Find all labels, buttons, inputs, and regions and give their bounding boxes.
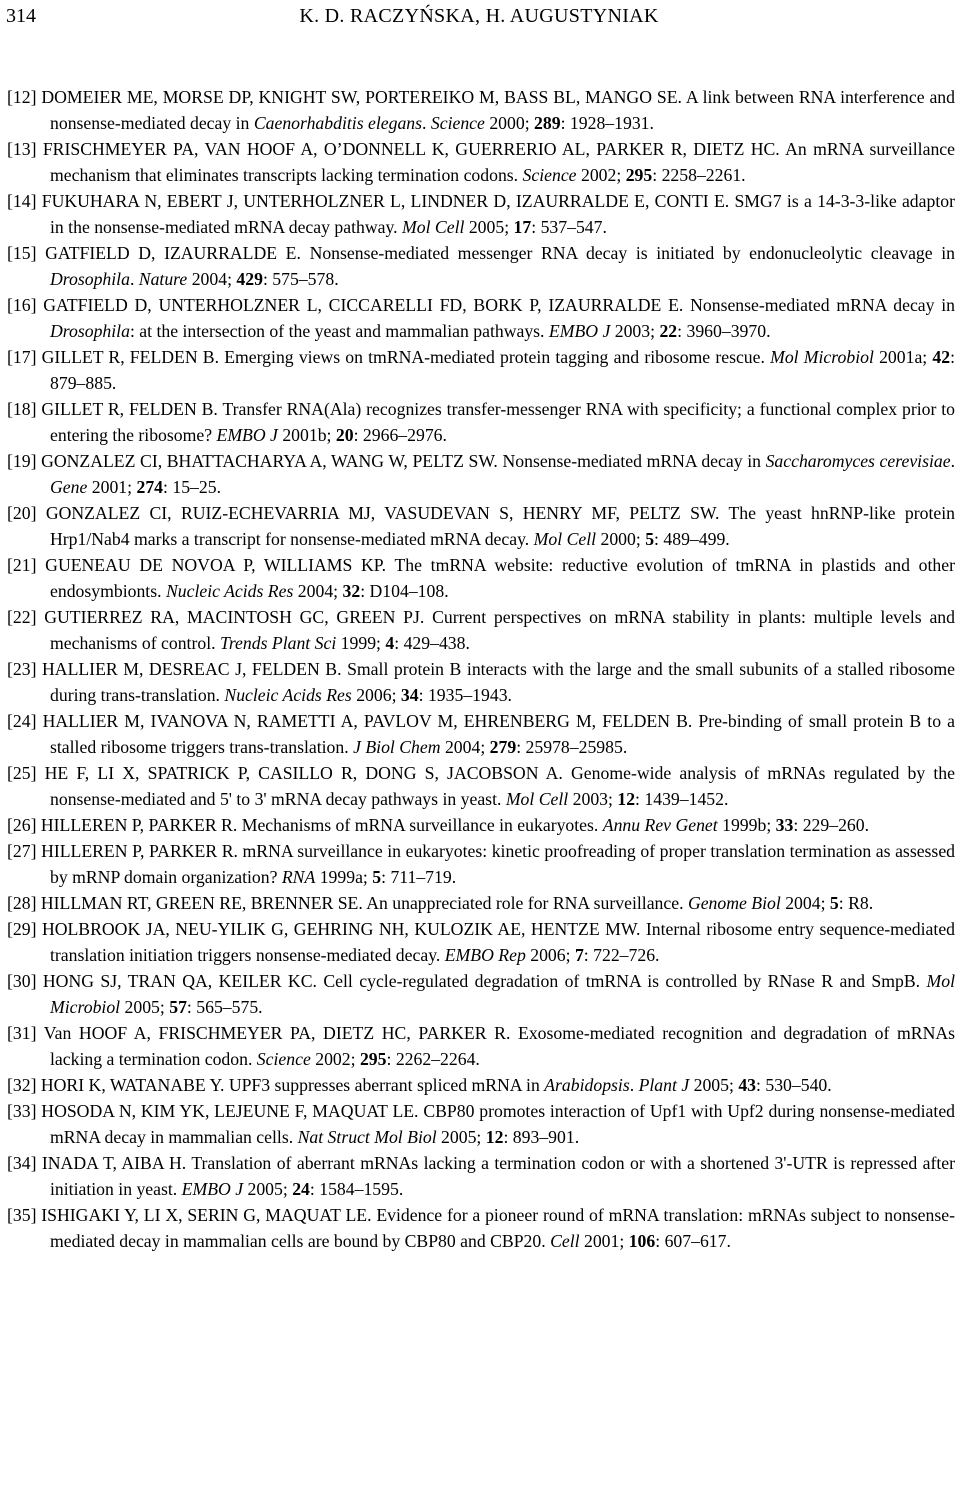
reference-authors: GUTIERREZ RA, MACINTOSH GC, GREEN PJ. <box>44 607 425 627</box>
reference-entry: [14] FUKUHARA N, EBERT J, UNTERHOLZNER L, LINDNER D, IZAURRALDE E, CONTI E. SMG7 is a 14-3-3-like adaptor in the nonsense-mediated mRNA decay pathway. Mol Cell 2005; 17: 537–547. <box>7 191 955 237</box>
reference-title: Current perspectives on mRNA stability in plants: multiple levels and mechanisms of control. <box>50 607 955 653</box>
reference-authors: GILLET R, FELDEN B. <box>41 347 220 367</box>
reference-year: 2004; <box>785 893 826 913</box>
reference-title-italic: Drosophila <box>50 269 130 289</box>
reference-title: A link between RNA interference and nonsense-mediated decay in <box>50 87 955 133</box>
running-head: K. D. RACZYŃSKA, H. AUGUSTYNIAK <box>299 5 659 27</box>
reference-authors: GONZALEZ CI, BHATTACHARYA A, WANG W, PELTZ SW. <box>41 451 498 471</box>
reference-journal: Trends Plant Sci <box>219 633 337 653</box>
reference-pages: 229–260. <box>802 815 870 835</box>
reference-volume: 24 <box>292 1179 310 1199</box>
reference-number: [30] <box>7 971 37 991</box>
reference-authors: INADA T, AIBA H. <box>41 1153 187 1173</box>
reference-journal: Mol Cell <box>505 789 569 809</box>
reference-entry: [26] HILLEREN P, PARKER R. Mechanisms of mRNA surveillance in eukaryotes. Annu Rev Genet 1999b; 33: 229–260. <box>7 815 870 835</box>
reference-title: Nonsense-mediated messenger RNA decay is initiated by endonucleolytic cleavage in <box>309 243 956 263</box>
reference-year: 2006; <box>356 685 397 705</box>
reference-journal: Mol Cell <box>402 217 465 237</box>
reference-authors: FRISCHMEYER PA, VAN HOOF A, O’DONNELL K, GUERRERIO AL, PARKER R, DIETZ HC. <box>42 139 780 159</box>
reference-authors: HILLMAN RT, GREEN RE, BRENNER SE. <box>40 893 363 913</box>
reference-pages: 429–438. <box>403 633 470 653</box>
reference-number: [20] <box>7 503 37 523</box>
reference-year: 2005; <box>441 1127 482 1147</box>
reference-year: 2000; <box>489 113 530 133</box>
reference-title: An unappreciated role for RNA surveillance. <box>366 893 684 913</box>
reference-year: 2004; <box>297 581 339 601</box>
reference-pages: 1584–1595. <box>319 1179 404 1199</box>
reference-year: 2005; <box>468 217 510 237</box>
reference-number: [13] <box>7 139 37 159</box>
reference-authors: HOSODA N, KIM YK, LEJEUNE F, MAQUAT LE. <box>41 1101 419 1121</box>
reference-title-end: . <box>950 451 956 471</box>
reference-authors: GONZALEZ CI, RUIZ-ECHEVARRIA MJ, VASUDEVAN S, HENRY MF, PELTZ SW. <box>45 503 720 523</box>
reference-volume: 12 <box>485 1127 504 1147</box>
reference-year: 2001; <box>91 477 133 497</box>
reference-authors: HALLIER M, IVANOVA N, RAMETTI A, PAVLOV M, EHRENBERG M, FELDEN B. <box>42 711 693 731</box>
reference-pages: 489–499. <box>663 529 730 549</box>
reference-title: The yeast hnRNP-like protein Hrp1/Nab4 marks a transcript for nonsense-mediated mRNA decay. <box>50 503 955 549</box>
reference-entry: [34] INADA T, AIBA H. Translation of aberrant mRNAs lacking a termination codon or with a shortened 3'-UTR is repressed after initiation in yeast. EMBO J 2005; 24: 1584–1595. <box>7 1153 955 1199</box>
reference-pages: 15–25. <box>172 477 221 497</box>
reference-volume: 42 <box>932 347 951 367</box>
reference-entry: [35] ISHIGAKI Y, LI X, SERIN G, MAQUAT LE. Evidence for a pioneer round of mRNA translation: mRNAs subject to nonsense-mediated decay in mammalian cells are bound by CBP80 and CBP20. Cell 2001; 106: 607–617. <box>7 1205 956 1251</box>
reference-entry: [16] GATFIELD D, UNTERHOLZNER L, CICCARELLI FD, BORK P, IZAURRALDE E. Nonsense-mediated mRNA decay in Drosophila: at the intersection of the yeast and mammalian pathways. EMBO J 2003; 22: 3960–3970. <box>7 295 956 341</box>
reference-number: [29] <box>7 919 37 939</box>
reference-number: [22] <box>7 607 37 627</box>
reference-year: 2004; <box>444 737 486 757</box>
reference-pages: 3960–3970. <box>686 321 771 341</box>
reference-title: Pre-binding of small protein B to a stalled ribosome triggers trans-translation. <box>50 711 956 757</box>
reference-year: 2001b; <box>282 425 332 445</box>
reference-pages: 722–726. <box>593 945 660 965</box>
reference-volume: 429 <box>236 269 263 289</box>
reference-entry: [22] GUTIERREZ RA, MACINTOSH GC, GREEN PJ. Current perspectives on mRNA stability in plants: multiple levels and mechanisms of control. Trends Plant Sci 1999; 4: 429–438. <box>7 607 955 653</box>
reference-journal: Annu Rev Genet <box>602 815 718 835</box>
reference-volume: 32 <box>342 581 361 601</box>
reference-title-italic: Arabidopsis <box>544 1075 630 1095</box>
reference-year: 2002; <box>315 1049 356 1069</box>
reference-journal: EMBO J <box>216 425 278 445</box>
reference-title: The tmRNA website: reductive evolution of tmRNA in plastids and other endosymbionts. <box>50 555 955 601</box>
reference-entry: [20] GONZALEZ CI, RUIZ-ECHEVARRIA MJ, VASUDEVAN S, HENRY MF, PELTZ SW. The yeast hnRNP-like protein Hrp1/Nab4 marks a transcript for nonsense-mediated mRNA decay. Mol Cell 2000; 5: 489–499. <box>7 503 955 549</box>
page-number: 314 <box>6 5 36 27</box>
reference-entry: [15] GATFIELD D, IZAURRALDE E. Nonsense-mediated messenger RNA decay is initiated by endonucleolytic cleavage in Drosophila. Nature 2004; 429: 575–578. <box>7 243 956 289</box>
reference-number: [17] <box>7 347 37 367</box>
reference-volume: 17 <box>513 217 532 237</box>
reference-title-end: . <box>129 269 135 289</box>
reference-journal: Genome Biol <box>687 893 781 913</box>
reference-volume: 20 <box>335 425 354 445</box>
reference-number: [15] <box>7 243 37 263</box>
reference-journal: Cell <box>550 1231 580 1251</box>
reference-journal: Nat Struct Mol Biol <box>297 1127 437 1147</box>
reference-journal: Science <box>430 113 485 133</box>
reference-year: 2002; <box>580 165 622 185</box>
reference-title: UPF3 suppresses aberrant spliced mRNA in <box>228 1075 540 1095</box>
reference-title: SMG7 is a 14-3-3-like adaptor in the nonsense-mediated mRNA decay pathway. <box>50 191 955 237</box>
reference-volume: 5 <box>372 867 382 887</box>
reference-title-italic: Caenorhabditis elegans <box>253 113 423 133</box>
reference-number: [19] <box>7 451 37 471</box>
reference-number: [18] <box>7 399 37 419</box>
reference-volume: 34 <box>400 685 419 705</box>
reference-journal: Mol Microbiol <box>770 347 874 367</box>
reference-number: [31] <box>7 1023 37 1043</box>
reference-pages: 1928–1931. <box>569 113 654 133</box>
reference-authors: ISHIGAKI Y, LI X, SERIN G, MAQUAT LE. <box>41 1205 372 1225</box>
reference-journal: Nature <box>138 269 188 289</box>
reference-year: 2001a; <box>879 347 928 367</box>
reference-journal: EMBO J <box>181 1179 244 1199</box>
reference-title: Transfer RNA(Ala) recognizes transfer-messenger RNA with specificity; a functional complex prior to entering the ribosome? <box>50 399 956 445</box>
reference-number: [34] <box>7 1153 37 1173</box>
reference-pages: 25978–25985. <box>525 737 628 757</box>
reference-number: [24] <box>7 711 37 731</box>
reference-authors: Van HOOF A, FRISCHMEYER PA, DIETZ HC, PARKER R. <box>43 1023 511 1043</box>
reference-title: An mRNA surveillance mechanism that eliminates transcripts lacking termination codons. <box>50 139 955 185</box>
reference-year: 2006; <box>530 945 571 965</box>
reference-pages: R8. <box>848 893 874 913</box>
reference-entry: [23] HALLIER M, DESREAC J, FELDEN B. Small protein B interacts with the large and the small subunits of a stalled ribosome during trans-translation. Nucleic Acids Res 2006; 34: 1935–1943. <box>7 659 956 705</box>
reference-journal: Plant J <box>638 1075 690 1095</box>
reference-pages: 2966–2976. <box>362 425 447 445</box>
reference-authors: HOLBROOK JA, NEU-YILIK G, GEHRING NH, KULOZIK AE, HENTZE MW. <box>41 919 641 939</box>
reference-volume: 289 <box>534 113 561 133</box>
reference-year: 2005; <box>124 997 165 1017</box>
page-header <box>6 5 952 31</box>
reference-title: Small protein B interacts with the large and the small subunits of a stalled ribosome during trans-translation. <box>50 659 956 705</box>
reference-journal: Science <box>256 1049 311 1069</box>
reference-entry: [18] GILLET R, FELDEN B. Transfer RNA(Ala) recognizes transfer-messenger RNA with specificity; a functional complex prior to entering the ribosome? EMBO J 2001b; 20: 2966–2976. <box>7 399 956 445</box>
reference-entry: [13] FRISCHMEYER PA, VAN HOOF A, O’DONNELL K, GUERRERIO AL, PARKER R, DIETZ HC. An mRNA surveillance mechanism that eliminates transcripts lacking termination codons. Science 2002; 295: 2258–2261. <box>7 139 955 185</box>
reference-entry: [30] HONG SJ, TRAN QA, KEILER KC. Cell cycle-regulated degradation of tmRNA is controlled by RNase R and SmpB. Mol Microbiol 2005; 57: 565–575. <box>7 971 956 1017</box>
reference-title: mRNA surveillance in eukaryotes: kinetic proofreading of proper translation termination as assessed by mRNP domain organization? <box>50 841 956 887</box>
reference-year: 2001; <box>583 1231 625 1251</box>
reference-volume: 7 <box>574 945 584 965</box>
reference-year: 1999; <box>340 633 381 653</box>
reference-authors: GATFIELD D, UNTERHOLZNER L, CICCARELLI FD, BORK P, IZAURRALDE E. <box>43 295 684 315</box>
reference-authors: HALLIER M, DESREAC J, FELDEN B. <box>42 659 342 679</box>
reference-number: [14] <box>7 191 37 211</box>
reference-entry: [32] HORI K, WATANABE Y. UPF3 suppresses aberrant spliced mRNA in Arabidopsis. Plant J 2005; 43: 530–540. <box>7 1075 832 1095</box>
reference-journal: Mol Cell <box>533 529 597 549</box>
reference-number: [32] <box>7 1075 37 1095</box>
reference-pages: 2258–2261. <box>661 165 746 185</box>
reference-volume: 279 <box>489 737 517 757</box>
reference-number: [35] <box>7 1205 37 1225</box>
reference-volume: 57 <box>169 997 187 1017</box>
reference-year: 2000; <box>600 529 641 549</box>
reference-journal: J Biol Chem <box>353 737 441 757</box>
reference-title: Exosome-mediated recognition and degradation of mRNAs lacking a termination codon. <box>50 1023 956 1069</box>
reference-journal: Nucleic Acids Res <box>224 685 352 705</box>
reference-title: Genome-wide analysis of mRNAs regulated by the nonsense-mediated and 5' to 3' mRNA decay pathways in yeast. <box>50 763 956 809</box>
reference-journal: Gene <box>50 477 88 497</box>
reference-authors: HILLEREN P, PARKER R. <box>41 841 238 861</box>
reference-year: 2005; <box>247 1179 288 1199</box>
reference-number: [26] <box>7 815 37 835</box>
reference-title: Mechanisms of mRNA surveillance in eukaryotes. <box>241 815 599 835</box>
reference-year: 2004; <box>191 269 232 289</box>
reference-entry: [25] HE F, LI X, SPATRICK P, CASILLO R, DONG S, JACOBSON A. Genome-wide analysis of mRNAs regulated by the nonsense-mediated and 5' to 3' mRNA decay pathways in yeast. Mol Cell 2003; 12: 1439–1452. <box>7 763 956 809</box>
reference-journal: Science <box>522 165 577 185</box>
reference-volume: 295 <box>625 165 653 185</box>
reference-authors: HORI K, WATANABE Y. <box>40 1075 225 1095</box>
reference-pages: 537–547. <box>540 217 607 237</box>
reference-pages: 893–901. <box>512 1127 580 1147</box>
reference-authors: HE F, LI X, SPATRICK P, CASILLO R, DONG S, JACOBSON A. <box>44 763 563 783</box>
reference-entry: [31] Van HOOF A, FRISCHMEYER PA, DIETZ HC, PARKER R. Exosome-mediated recognition and degradation of mRNAs lacking a termination codon. Science 2002; 295: 2262–2264. <box>7 1023 956 1069</box>
reference-volume: 12 <box>617 789 636 809</box>
reference-journal: EMBO Rep <box>444 945 526 965</box>
reference-volume: 22 <box>659 321 678 341</box>
reference-title: Internal ribosome entry sequence-mediated translation initiation triggers nonsense-mediated decay. <box>50 919 956 965</box>
reference-volume: 33 <box>775 815 794 835</box>
reference-year: 1999b; <box>722 815 772 835</box>
reference-number: [23] <box>7 659 37 679</box>
reference-pages: D104–108. <box>369 581 449 601</box>
reference-title: Emerging views on tmRNA-mediated protein tagging and ribosome rescue. <box>224 347 765 367</box>
reference-title: Translation of aberrant mRNAs lacking a termination codon or with a shortened 3'-UTR is repressed after initiation in yeast. <box>50 1153 955 1199</box>
reference-entry: [24] HALLIER M, IVANOVA N, RAMETTI A, PAVLOV M, EHRENBERG M, FELDEN B. Pre-binding of small protein B to a stalled ribosome triggers trans-translation. J Biol Chem 2004; 279: 25978–25985. <box>7 711 956 757</box>
reference-journal: Nucleic Acids Res <box>165 581 294 601</box>
reference-title-italic: Drosophila <box>50 321 130 341</box>
reference-pages: 1439–1452. <box>644 789 729 809</box>
reference-entry: [28] HILLMAN RT, GREEN RE, BRENNER SE. An unappreciated role for RNA surveillance. Genome Biol 2004; 5: R8. <box>7 893 874 913</box>
reference-authors: HILLEREN P, PARKER R. <box>40 815 238 835</box>
reference-entry: [17] GILLET R, FELDEN B. Emerging views on tmRNA-mediated protein tagging and ribosome rescue. Mol Microbiol 2001a; 42: 879–885. <box>7 347 955 393</box>
reference-pages: 2262–2264. <box>395 1049 480 1069</box>
reference-number: [28] <box>7 893 37 913</box>
reference-title-end: . <box>422 113 427 133</box>
reference-entry: [33] HOSODA N, KIM YK, LEJEUNE F, MAQUAT LE. CBP80 promotes interaction of Upf1 with Upf2 during nonsense-mediated mRNA decay in mammalian cells. Nat Struct Mol Biol 2005; 12: 893–901. <box>7 1101 956 1147</box>
reference-volume: 106 <box>628 1231 656 1251</box>
reference-title: Evidence for a pioneer round of mRNA translation: mRNAs subject to nonsense-mediated decay in mammalian cells are bound by CBP80 and CBP20. <box>50 1205 956 1251</box>
reference-authors: GILLET R, FELDEN B. <box>41 399 218 419</box>
reference-entry: [12] DOMEIER ME, MORSE DP, KNIGHT SW, PORTEREIKO M, BASS BL, MANGO SE. A link between RNA interference and nonsense-mediated decay in Caenorhabditis elegans. Science 2000; 289: 1928–1931. <box>7 87 955 133</box>
reference-pages: 575–578. <box>272 269 339 289</box>
reference-entry: [19] GONZALEZ CI, BHATTACHARYA A, WANG W, PELTZ SW. Nonsense-mediated mRNA decay in Saccharomyces cerevisiae. Gene 2001; 274: 15–25. <box>7 451 956 497</box>
reference-title-end: . <box>629 1075 635 1095</box>
reference-title: CBP80 promotes interaction of Upf1 with Upf2 during nonsense-mediated mRNA decay in mammalian cells. <box>50 1101 956 1147</box>
reference-volume: 5 <box>645 529 655 549</box>
reference-year: 2005; <box>693 1075 734 1095</box>
reference-year: 2003; <box>614 321 656 341</box>
reference-authors: GATFIELD D, IZAURRALDE E. <box>45 243 301 263</box>
reference-pages: 607–617. <box>664 1231 731 1251</box>
reference-pages: 565–575. <box>196 997 263 1017</box>
reference-volume: 4 <box>385 633 395 653</box>
reference-volume: 295 <box>359 1049 387 1069</box>
reference-journal: RNA <box>281 867 316 887</box>
reference-pages: 1935–1943. <box>427 685 512 705</box>
reference-year: 2003; <box>572 789 613 809</box>
reference-journal: EMBO J <box>548 321 611 341</box>
reference-authors: GUENEAU DE NOVOA P, WILLIAMS KP. <box>45 555 387 575</box>
reference-title-italic: Saccharomyces cerevisiae <box>765 451 951 471</box>
reference-entry: [21] GUENEAU DE NOVOA P, WILLIAMS KP. The tmRNA website: reductive evolution of tmRNA in plastids and other endosymbionts. Nucleic Acids Res 2004; 32: D104–108. <box>7 555 955 601</box>
reference-volume: 5 <box>829 893 839 913</box>
reference-number: [16] <box>7 295 37 315</box>
reference-volume: 43 <box>738 1075 756 1095</box>
reference-year: 1999a; <box>319 867 368 887</box>
reference-pages: 530–540. <box>765 1075 832 1095</box>
reference-title: Nonsense-mediated mRNA decay in <box>502 451 761 471</box>
reference-volume: 274 <box>136 477 163 497</box>
reference-authors: DOMEIER ME, MORSE DP, KNIGHT SW, PORTEREIKO M, BASS BL, MANGO SE. <box>41 87 682 107</box>
reference-number: [27] <box>7 841 37 861</box>
reference-number: [12] <box>7 87 37 107</box>
reference-entry: [29] HOLBROOK JA, NEU-YILIK G, GEHRING NH, KULOZIK AE, HENTZE MW. Internal ribosome entry sequence-mediated translation initiation triggers nonsense-mediated decay. EMBO Rep 2006; 7: 722–726. <box>7 919 956 965</box>
reference-journal: Mol Microbiol <box>50 971 956 1017</box>
reference-title: Nonsense-mediated mRNA decay in <box>690 295 956 315</box>
reference-number: [25] <box>7 763 37 783</box>
reference-list <box>7 84 955 1254</box>
reference-number: [21] <box>7 555 37 575</box>
reference-number: [33] <box>7 1101 37 1121</box>
reference-authors: FUKUHARA N, EBERT J, UNTERHOLZNER L, LINDNER D, IZAURRALDE E, CONTI E. <box>41 191 730 211</box>
reference-pages: 879–885. <box>50 373 117 393</box>
reference-title: Cell cycle-regulated degradation of tmRNA is controlled by RNase R and SmpB. <box>323 971 921 991</box>
reference-entry: [27] HILLEREN P, PARKER R. mRNA surveillance in eukaryotes: kinetic proofreading of proper translation termination as assessed by mRNP domain organization? RNA 1999a; 5: 711–719. <box>7 841 956 887</box>
reference-pages: 711–719. <box>390 867 457 887</box>
reference-authors: HONG SJ, TRAN QA, KEILER KC. <box>42 971 317 991</box>
reference-title-end: : at the intersection of the yeast and mammalian pathways. <box>129 321 545 341</box>
